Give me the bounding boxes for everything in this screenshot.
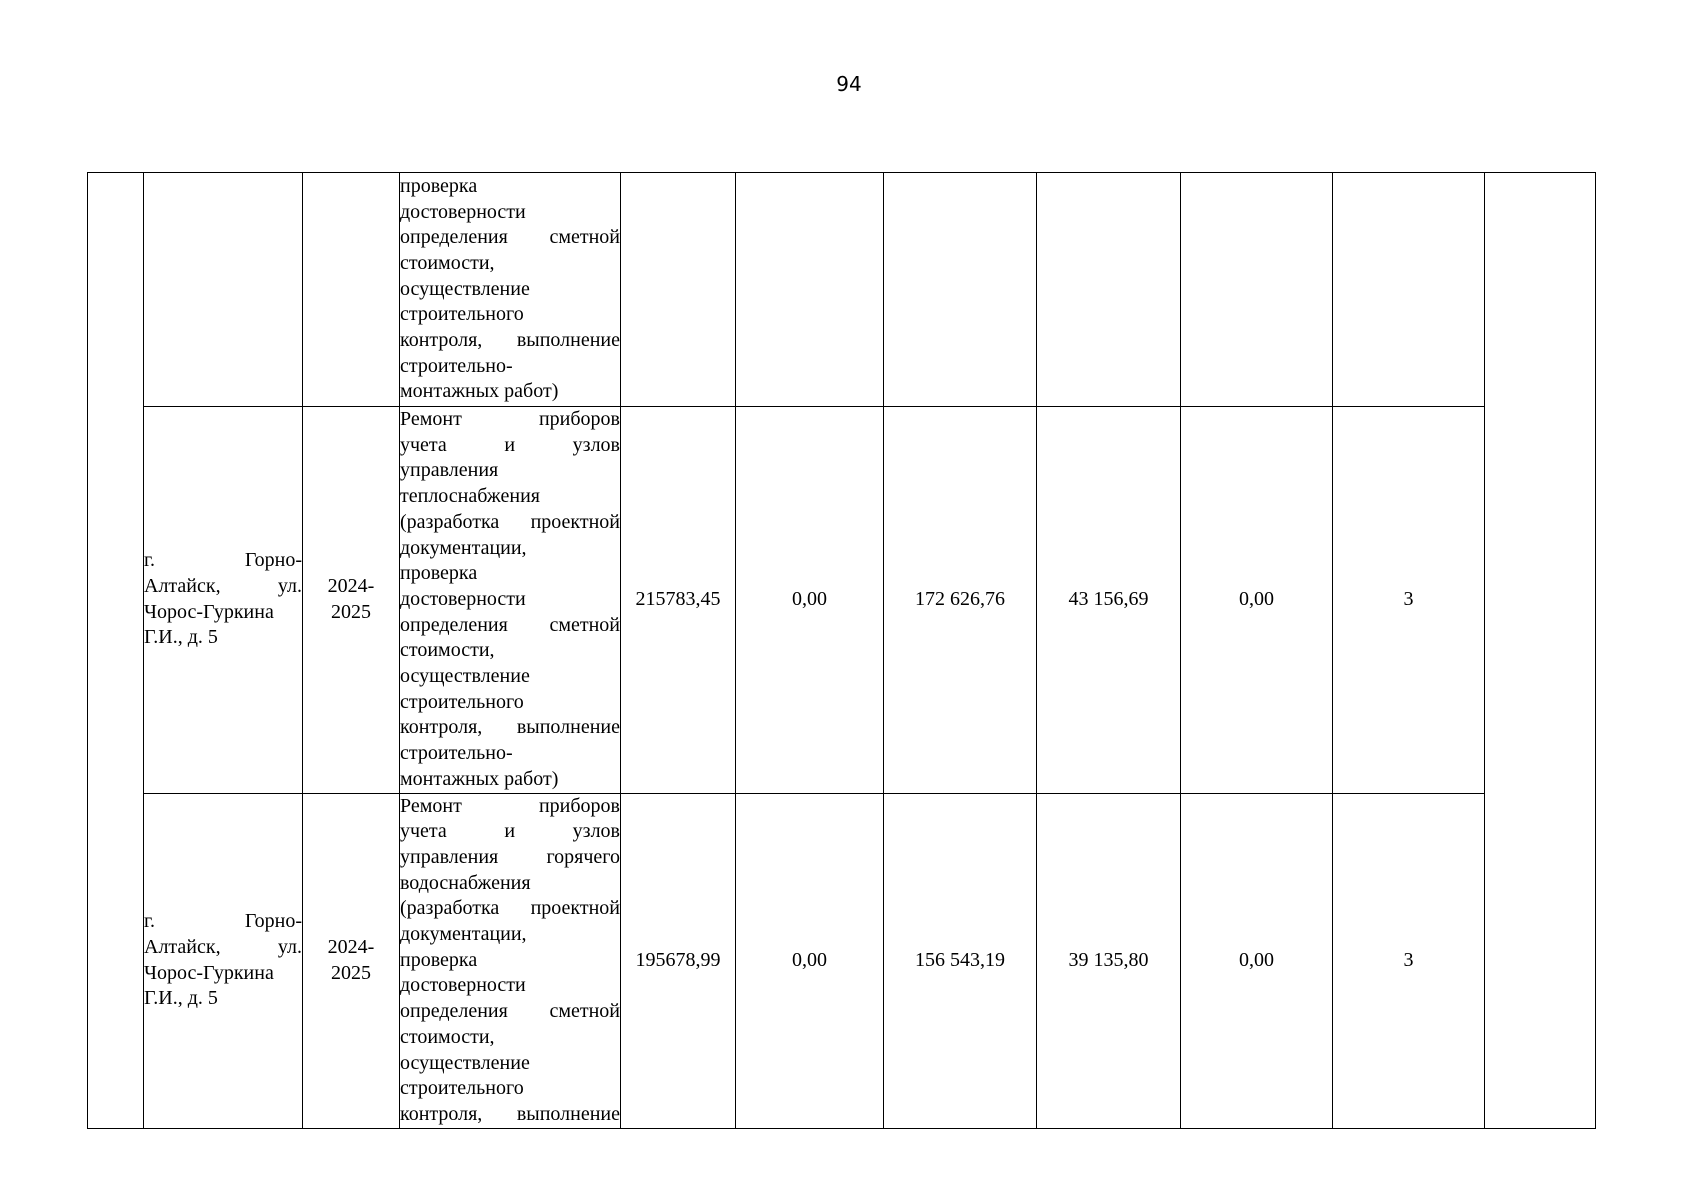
funding-cell: 43 156,69 [1037,407,1181,794]
code-cell: 3 [1333,793,1485,1128]
work-line: достоверности [400,200,526,223]
funding-cell: 0,00 [1181,793,1333,1128]
address-cell [144,173,303,407]
total-cost-cell: 195678,99 [621,793,736,1128]
address-line: г. Горно- [144,549,302,572]
work-line: теплоснабжения [400,485,540,508]
work-line: учета и узлов [400,820,620,843]
last-column-cell [1485,173,1596,1129]
program-table [87,172,1596,1129]
work-description-cell [400,407,621,794]
work-line: документации, [400,923,527,946]
funding-cell [1181,173,1333,407]
work-line: определения сметной [400,1000,620,1023]
address-line: г. Горно- [144,910,302,933]
funding-cell: 172 626,76 [884,407,1037,794]
work-line: определения сметной [400,613,620,636]
work-line: осуществление [400,1051,530,1074]
work-line: строительного [400,1077,524,1100]
table-row [88,173,1596,407]
work-description-cell [400,173,621,407]
work-line: управления [400,459,499,482]
work-line: учета и узлов [400,433,620,456]
work-line: контроля, выполнение [400,329,620,352]
work-line: монтажных работ) [400,380,559,403]
work-line: проверка [400,562,478,585]
address-line: Г.И., д. 5 [144,987,218,1010]
funding-cell: 0,00 [736,793,884,1128]
code-cell [1333,173,1485,407]
funding-cell [1037,173,1181,407]
work-line: строительного [400,303,524,326]
address-cell [144,793,303,1128]
work-line: достоверности [400,974,526,997]
code-cell: 3 [1333,407,1485,794]
address-line: Г.И., д. 5 [144,626,218,649]
work-line: контроля, выполнение [400,716,620,739]
work-line: определения сметной [400,226,620,249]
funding-cell: 0,00 [1181,407,1333,794]
work-line: Ремонт приборов [400,408,620,430]
page-number: 94 [836,72,862,96]
work-line: осуществление [400,277,530,300]
period-cell: 2024- 2025 [303,407,400,794]
work-description-cell [400,793,621,1128]
funding-cell [884,173,1037,407]
funding-cell: 156 543,19 [884,793,1037,1128]
work-line: осуществление [400,665,530,688]
total-cost-cell: 215783,45 [621,407,736,794]
work-line: контроля, выполнение [400,1102,620,1125]
funding-cell: 0,00 [736,407,884,794]
total-cost-cell [621,173,736,407]
work-line: управления горячего [400,845,620,868]
period-cell: 2024- 2025 [303,793,400,1128]
address-line: Алтайск, ул. [144,575,302,598]
work-line: строительного [400,690,524,713]
address-line: Чорос-Гуркина [144,600,274,623]
table-row [88,407,1596,794]
period-cell [303,173,400,407]
work-line: стоимости, [400,251,495,274]
work-line: стоимости, [400,639,495,662]
work-line: достоверности [400,587,526,610]
work-line: стоимости, [400,1025,495,1048]
work-line: проверка [400,948,478,971]
funding-cell [736,173,884,407]
address-line: Чорос-Гуркина [144,961,274,984]
work-line: строительно- [400,354,513,377]
work-line: проверка [400,174,478,197]
work-line: строительно- [400,742,513,765]
work-line: водоснабжения [400,871,531,894]
funding-cell: 39 135,80 [1037,793,1181,1128]
work-line: (разработка проектной [400,897,620,920]
work-line: Ремонт приборов [400,794,620,817]
work-line: монтажных работ) [400,767,559,790]
work-line: (разработка проектной [400,510,620,533]
address-cell [144,407,303,794]
work-line: документации, [400,536,527,559]
number-column-cell [88,173,144,1129]
address-line: Алтайск, ул. [144,935,302,958]
table-row [88,793,1596,1128]
